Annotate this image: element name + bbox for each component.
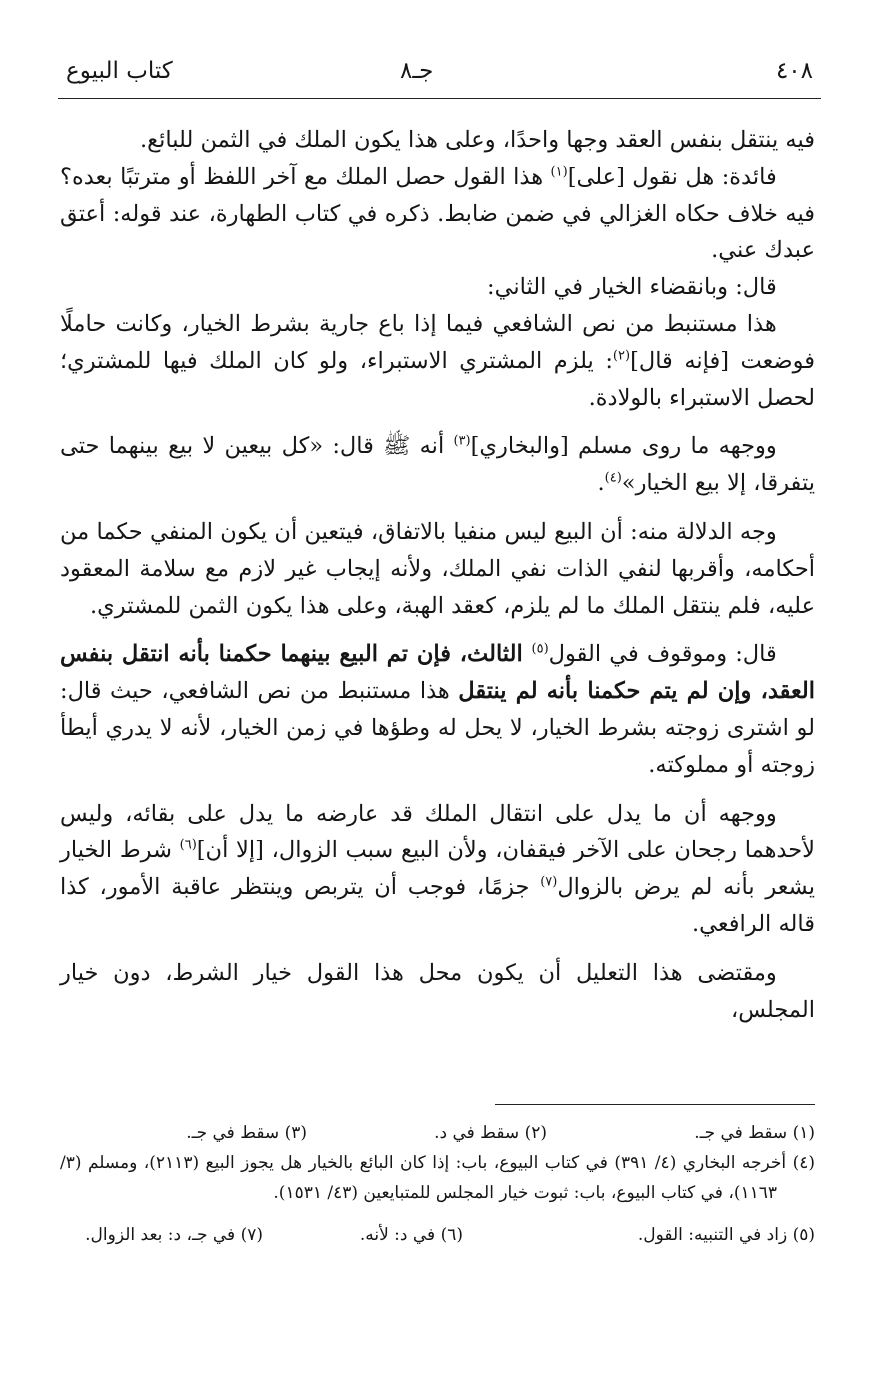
paragraph: قال: وموقوف في القول$^{(٥)}$ الثالث، فإن تم البيع بينهما حكمنا بأنه انتقل بنفس العقد، وإن لم يتم حكمنا بأنه لم ينتقل هذا مستنبط من نص الشافعي، حيث قال: لو اشترى زوجته بشرط الخيار، لا يحل له وطؤها في زمن الخيار، لأنه لا يدري أيطأ زوجته أو مملوكته. <box>60 641 815 778</box>
page-number: ٤٠٨ <box>775 58 813 84</box>
footnote-ref: (٥) <box>531 641 549 657</box>
footnote-row <box>60 1118 815 1148</box>
volume-label: جـ٨ <box>400 58 434 84</box>
footnote: (٣) سقط في جـ. <box>186 1123 307 1143</box>
paragraph: فائدة: هل نقول [على]$^{(١)}$ هذا القول حصل الملك مع آخر اللفظ أو مترتبًا بعده؟ فيه خلاف حكاه الغزالي في ضمن ضابط. ذكره في كتاب الطهارة، عند قوله: أعتق عبدك عني. <box>60 163 815 264</box>
main-text <box>60 122 815 1028</box>
paragraph: ووجهه أن ما يدل على انتقال الملك قد عارضه ما يدل على بقائه، وليس لأحدهما رجحان على الآخر فيقفان، ولأن البيع سبب الزوال، [إلا أن]$^{(٦)}$ شرط الخيار يشعر بأنه لم يرض بالزوال$^{(٧)}$ جزمًا، فوجب أن يتربص وينتظر عاقبة الأمور، كذا قاله الرافعي. <box>60 800 815 937</box>
footnote-ref: (٢) <box>612 348 631 364</box>
footnote: (٤) أخرجه البخاري (٤/ ٣٩١) في كتاب البيوع، باب: إذا كان البائع بالخيار هل يجوز البيع (٢١١٣)، ومسلم (٣/ ١١٦٣)، في كتاب البيوع، باب: ثبوت خيار المجلس للمتبايعين (٤٣/ ١٥٣١). <box>60 1153 815 1203</box>
footnotes <box>60 1118 815 1250</box>
paragraph: ووجهه ما روى مسلم [والبخاري]$^{(٣)}$ أنه ﷺ قال: «كل بيعين لا بيع بينهما حتى يتفرقا، إلا بيع الخيار»$^{(٤)}$. <box>60 433 815 497</box>
running-header <box>58 54 821 94</box>
book-title: كتاب البيوع <box>66 58 173 84</box>
footnote-ref: (١) <box>550 164 568 180</box>
header-rule <box>58 98 821 99</box>
paragraph: وجه الدلالة منه: أن البيع ليس منفيا بالاتفاق، فيتعين أن يكون المنفي حكما من أحكامه، وأقربها لنفي الذات نفي الملك، ولأنه إيجاب غير لازم مع سلامة المعقود عليه، فلم ينتقل الملك ما لم يلزم، كعقد الهبة، وعلى هذا يكون الثمن للمشتري. <box>60 518 815 619</box>
footnote-ref: (٦) <box>179 837 197 853</box>
footnote: (٥) زاد في التنبيه: القول. <box>637 1225 815 1245</box>
footnote-row <box>60 1220 815 1250</box>
footnote: (٦) في د: لأنه. <box>359 1225 463 1245</box>
footnote-ref: (٧) <box>540 874 558 890</box>
bold-quote: الثالث، فإن تم البيع بينهما حكمنا بأنه انتقل بنفس العقد، وإن لم يتم حكمنا بأنه لم ينتقل <box>60 641 815 705</box>
footnote-rule <box>495 1104 815 1105</box>
footnote-ref: (٤) <box>604 470 622 486</box>
paragraph: قال: وبانقضاء الخيار في الثاني: <box>487 274 777 301</box>
footnote: (١) سقط في جـ. <box>694 1123 815 1143</box>
paragraph: ومقتضى هذا التعليل أن يكون محل هذا القول خيار الشرط، دون خيار المجلس، <box>60 959 815 1023</box>
footnote-ref: (٣) <box>453 433 471 449</box>
footnote: (٢) سقط في د. <box>434 1123 547 1143</box>
footnote: (٧) في جـ، د: بعد الزوال. <box>85 1225 263 1245</box>
paragraph: فيه ينتقل بنفس العقد وجها واحدًا، وعلى هذا يكون الملك في الثمن للبائع. <box>140 127 815 153</box>
paragraph: هذا مستنبط من نص الشافعي فيما إذا باع جارية بشرط الخيار، وكانت حاملًا فوضعت [فإنه قال]$^{(٢)}$: يلزم المشتري الاستبراء، ولو كان الملك فيها للمشتري؛ لحصل الاستبراء بالولادة. <box>60 310 815 411</box>
